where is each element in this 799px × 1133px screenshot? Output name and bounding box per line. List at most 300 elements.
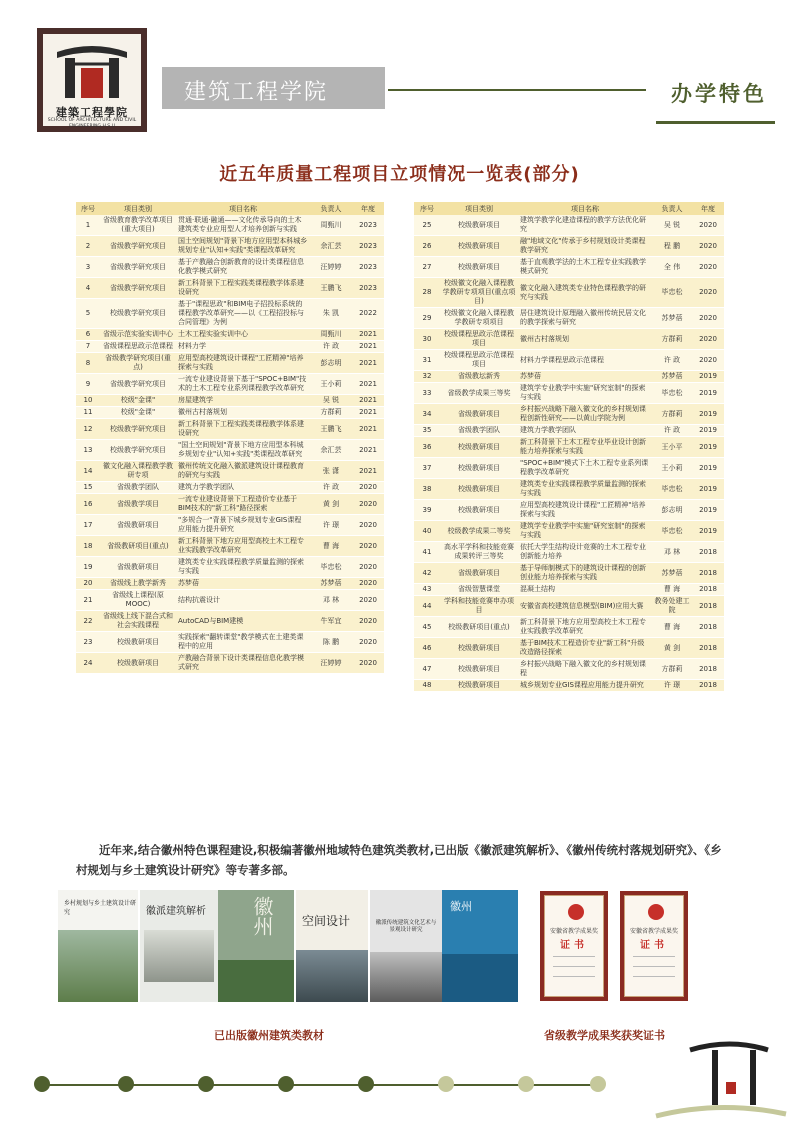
cell-leader: 余汇芸 [310, 440, 352, 461]
cell-year: 2021 [352, 341, 384, 353]
cell-category: 校级教研项目(重点) [440, 617, 518, 638]
cell-project-name: 结构抗震设计 [176, 590, 310, 611]
col-header-category: 项目类别 [440, 202, 518, 215]
cell-project-name: 乡村振兴战略下融入徽文化的乡村规划课程 [518, 659, 652, 680]
table-row [414, 617, 724, 638]
cell-leader: 苏梦蓓 [652, 308, 692, 329]
cell-category: 校级徽文化融入课程教学教研专项项目 [440, 308, 518, 329]
cell-index: 43 [414, 584, 440, 596]
cell-index: 39 [414, 500, 440, 521]
cell-project-name: 应用型高校建筑设计课程"工匠精神"培养探索与实践 [176, 353, 310, 374]
cell-index: 24 [76, 653, 100, 674]
table-row [414, 584, 724, 596]
table-row [76, 395, 384, 407]
cell-project-name: 建筑学专业教学中实施"研究室制"的探索与实践 [518, 383, 652, 404]
cell-index: 30 [414, 329, 440, 350]
cell-year: 2019 [692, 404, 724, 425]
cell-index: 29 [414, 308, 440, 329]
cell-year: 2020 [692, 257, 724, 278]
cell-index: 14 [76, 461, 100, 482]
cell-project-name: 城乡规划专业GIS课程应用能力提升研究 [518, 680, 652, 692]
cell-leader: 许 政 [652, 350, 692, 371]
cell-index: 15 [76, 482, 100, 494]
cell-leader: 毕忠松 [652, 479, 692, 500]
cell-project-name: 建筑学教学化建造课程的教学方法优化研究 [518, 215, 652, 236]
section-title: 办学特色 [671, 82, 767, 106]
cell-leader: 苏梦蓓 [652, 371, 692, 383]
cell-category: 校级教学研究项目 [100, 440, 176, 461]
cell-leader: 曹 海 [652, 584, 692, 596]
cell-leader: 汪婷婷 [310, 653, 352, 674]
cell-index: 1 [76, 215, 100, 236]
cell-project-name: 新工科背景下工程实践类课程教学体系建设研究 [176, 419, 310, 440]
cell-year: 2019 [692, 371, 724, 383]
cell-leader: 方群莉 [652, 329, 692, 350]
cell-project-name: 新工科背景下地方应用型高校土木工程专业实践教学改革研究 [176, 536, 310, 557]
cell-index: 9 [76, 374, 100, 395]
cell-leader: 毕忠松 [310, 557, 352, 578]
book-title: 乡村规划与乡土建筑设计研究 [64, 900, 137, 916]
table-row [414, 638, 724, 659]
cell-category: 校级教研项目 [100, 653, 176, 674]
cell-category: 省级教研项目 [100, 515, 176, 536]
cell-year: 2018 [692, 659, 724, 680]
cell-project-name: 建筑力学教学团队 [518, 425, 652, 437]
cell-year: 2020 [352, 494, 384, 515]
gate-sketch-icon [650, 1020, 790, 1120]
cell-category: 校级教研项目 [440, 638, 518, 659]
cell-year: 2019 [692, 437, 724, 458]
cell-year: 2018 [692, 563, 724, 584]
cell-leader: 许 政 [310, 482, 352, 494]
textbook-paragraph: 近年来,结合徽州特色课程建设,积极编著徽州地域特色建筑类教材,已出版《徽派建筑解析》、《徽州传统村落规划研究》、《乡村规划与乡土建筑设计研究》等专著多部。 [76, 843, 722, 877]
cell-category: 学科和技能竞赛申办项目 [440, 596, 518, 617]
cell-category: 校级徽文化融入课程教学教研专项项目(重点项目) [440, 278, 518, 308]
cell-index: 20 [76, 578, 100, 590]
table-row [414, 329, 724, 350]
cell-project-name: 材料力学课程思政示范课程 [518, 350, 652, 371]
table-row [76, 557, 384, 578]
certificate-line [633, 976, 675, 977]
cell-index: 27 [414, 257, 440, 278]
school-name: 建筑工程学院 [184, 80, 329, 105]
cell-leader: 邓 林 [652, 542, 692, 563]
cell-index: 12 [76, 419, 100, 440]
cell-leader: 彭志明 [310, 353, 352, 374]
table-row [414, 215, 724, 236]
cell-year: 2018 [692, 596, 724, 617]
cell-index: 3 [76, 257, 100, 278]
cell-category: 校级教研项目 [440, 458, 518, 479]
cell-leader: 朱 凯 [310, 299, 352, 329]
cell-category: 校级课程思政示范课程项目 [440, 350, 518, 371]
cell-category: 校级教研项目 [440, 500, 518, 521]
cell-leader: 全 伟 [652, 257, 692, 278]
cell-project-name: 徽州古村落规划 [518, 329, 652, 350]
book-cover-4 [296, 890, 368, 1002]
book-title: 徽州 [450, 900, 472, 913]
cell-index: 47 [414, 659, 440, 680]
cell-project-name: 居住建筑设计原理融入徽州传统民居文化的教学探索与研究 [518, 308, 652, 329]
table-row [414, 278, 724, 308]
cell-index: 41 [414, 542, 440, 563]
cell-year: 2023 [352, 215, 384, 236]
book-cover-1 [58, 890, 138, 1002]
certificate-line [553, 966, 595, 967]
cell-category: 校级教研项目 [440, 215, 518, 236]
cell-category: 省级教学团队 [100, 482, 176, 494]
cell-project-name: 混凝土结构 [518, 584, 652, 596]
book-cover-6 [442, 890, 518, 1002]
cell-leader: 牛军宜 [310, 611, 352, 632]
cell-year: 2021 [352, 461, 384, 482]
cell-year: 2020 [352, 515, 384, 536]
table-row [76, 353, 384, 374]
timeline-dot [438, 1076, 454, 1092]
cell-leader: 许 政 [652, 425, 692, 437]
cell-leader: 余汇芸 [310, 236, 352, 257]
cell-index: 34 [414, 404, 440, 425]
cell-project-name: 新工科背景下土木工程专业毕业设计创新能力培养探索与实践 [518, 437, 652, 458]
table-row [76, 440, 384, 461]
cell-category: 省级教研项目 [440, 563, 518, 584]
projects-table-right [414, 202, 724, 692]
cell-category: 省级线上教学新秀 [100, 578, 176, 590]
cell-category: 省级线上线下混合式和社会实践课程 [100, 611, 176, 632]
cell-project-name: 房屋建筑学 [176, 395, 310, 407]
cell-leader: 许 璟 [652, 680, 692, 692]
architecture-image [370, 952, 442, 1002]
cell-year: 2018 [692, 542, 724, 563]
cell-category: 校级教研项目 [440, 479, 518, 500]
cell-index: 32 [414, 371, 440, 383]
table-row [76, 653, 384, 674]
cell-project-name: 苏梦蓓 [176, 578, 310, 590]
cell-project-name: 一流专业建设背景下工程造价专业基于BIM技术的"新工科"路径探索 [176, 494, 310, 515]
table-row [76, 257, 384, 278]
cell-index: 46 [414, 638, 440, 659]
cell-leader: 毕忠松 [652, 278, 692, 308]
cell-leader: 曹 海 [310, 536, 352, 557]
book-title: 空间设计 [302, 914, 351, 928]
cell-leader: 许 璟 [310, 515, 352, 536]
table-row [76, 482, 384, 494]
cell-project-name: 安徽省高校建筑信息模型(BIM)应用大赛 [518, 596, 652, 617]
col-header-category: 项目类别 [100, 202, 176, 215]
table-row [414, 308, 724, 329]
cell-year: 2021 [352, 419, 384, 440]
table-row [414, 437, 724, 458]
cell-category: 省级教学团队 [440, 425, 518, 437]
cell-year: 2019 [692, 458, 724, 479]
book-cover-3 [218, 890, 294, 1002]
cell-year: 2018 [692, 617, 724, 638]
table-row [76, 536, 384, 557]
table-row [414, 521, 724, 542]
cell-category: 省级教学研究项目 [100, 257, 176, 278]
cell-year: 2020 [352, 590, 384, 611]
cell-year: 2020 [352, 611, 384, 632]
table-row [76, 611, 384, 632]
school-logo [37, 28, 147, 132]
table-row [414, 350, 724, 371]
cell-year: 2021 [352, 440, 384, 461]
cell-category: 校级教研项目 [440, 437, 518, 458]
cell-index: 5 [76, 299, 100, 329]
cell-project-name: 产教融合背景下设计类课程信息化教学模式研究 [176, 653, 310, 674]
cell-leader: 王小平 [652, 437, 692, 458]
timeline-dot [34, 1076, 50, 1092]
cell-year: 2023 [352, 278, 384, 299]
table-row [414, 425, 724, 437]
table-row [76, 278, 384, 299]
table-row [76, 341, 384, 353]
cover-photo [442, 954, 518, 1002]
cell-category: 校级教研项目 [440, 680, 518, 692]
cell-project-name: 徽州古村落规划 [176, 407, 310, 419]
cell-index: 11 [76, 407, 100, 419]
cell-year: 2020 [692, 215, 724, 236]
cell-category: 徽文化融入课程教学教研专项 [100, 461, 176, 482]
cell-project-name: 建筑力学教学团队 [176, 482, 310, 494]
cell-leader: 王鹏飞 [310, 278, 352, 299]
cell-project-name: AutoCAD与BIM建模 [176, 611, 310, 632]
cell-category: 省级线上课程(原MOOC) [100, 590, 176, 611]
cell-index: 25 [414, 215, 440, 236]
cell-leader: 毕忠松 [652, 521, 692, 542]
col-header-index: 序号 [76, 202, 100, 215]
certificate-header: 安徽省教学成果奖 [629, 928, 678, 935]
cell-project-name: 基于"课程思政"和BIM电子招投标系统的课程教学改革研究——以《工程招投标与合同管理》为例 [176, 299, 310, 329]
cell-index: 38 [414, 479, 440, 500]
cell-leader: 王小莉 [310, 374, 352, 395]
table-row [414, 500, 724, 521]
cell-category: 校级教学成果二等奖 [440, 521, 518, 542]
cell-year: 2020 [352, 632, 384, 653]
table-row [414, 563, 724, 584]
cell-project-name: 实践探索"翻转课堂"教学模式在土建类课程中的应用 [176, 632, 310, 653]
cell-index: 42 [414, 563, 440, 584]
cell-index: 31 [414, 350, 440, 371]
cell-leader: 许 政 [310, 341, 352, 353]
cell-project-name: 新工科背景下工程实践类课程教学体系建设研究 [176, 278, 310, 299]
cell-year: 2018 [692, 584, 724, 596]
cell-index: 28 [414, 278, 440, 308]
logo-english-text: SCHOOL OF ARCHITECTURE AND CIVIL ENGINEERING H.S.U [47, 118, 137, 129]
table-row [76, 236, 384, 257]
cell-year: 2019 [692, 383, 724, 404]
cell-category: 校级课程思政示范课程项目 [440, 329, 518, 350]
cell-index: 18 [76, 536, 100, 557]
cell-index: 19 [76, 557, 100, 578]
cell-year: 2020 [692, 350, 724, 371]
table-row [414, 371, 724, 383]
cell-leader: 吴 锐 [652, 215, 692, 236]
timeline-dot [518, 1076, 534, 1092]
table-row [414, 596, 724, 617]
cell-project-name: 苏梦蓓 [518, 371, 652, 383]
cell-project-name: 融"地域文化"传承于乡村规划设计类课程教学研究 [518, 236, 652, 257]
cell-year: 2023 [352, 257, 384, 278]
cell-index: 35 [414, 425, 440, 437]
cell-year: 2020 [692, 236, 724, 257]
col-header-project-name: 项目名称 [176, 202, 310, 215]
cell-category: 省级教学项目 [100, 494, 176, 515]
table-row [414, 383, 724, 404]
cell-year: 2020 [352, 536, 384, 557]
section-underline [656, 121, 775, 124]
table-row [76, 407, 384, 419]
cell-index: 26 [414, 236, 440, 257]
cell-category: 校级教研项目 [100, 632, 176, 653]
cell-project-name: 基于导师制模式下的建筑设计课程的创新创业能力培养探索与实践 [518, 563, 652, 584]
village-image [218, 960, 294, 1002]
cell-category: 省级教学研究项目 [100, 278, 176, 299]
cell-year: 2020 [692, 329, 724, 350]
certificate-line [633, 966, 675, 967]
cell-index: 10 [76, 395, 100, 407]
cell-category: 校级教研项目 [440, 236, 518, 257]
cell-index: 8 [76, 353, 100, 374]
cell-category: 省级课程思政示范课程 [100, 341, 176, 353]
cell-year: 2020 [352, 653, 384, 674]
table-row [76, 299, 384, 329]
cell-category: 校级教研项目 [440, 659, 518, 680]
cell-index: 7 [76, 341, 100, 353]
cell-project-name: 基于BIM技术工程造价专业"新工科"升级改造路径探索 [518, 638, 652, 659]
cell-leader: 方群莉 [310, 407, 352, 419]
cell-index: 44 [414, 596, 440, 617]
cell-index: 22 [76, 611, 100, 632]
cell-year: 2021 [352, 395, 384, 407]
header-divider [388, 89, 646, 91]
page-title: 近五年质量工程项目立项情况一览表(部分) [219, 164, 580, 185]
certificate-line [633, 956, 675, 957]
cell-category: 校级教研项目 [440, 257, 518, 278]
table-row [414, 404, 724, 425]
cell-category: 省级智慧课堂 [440, 584, 518, 596]
cell-category: 校级教学研究项目 [100, 419, 176, 440]
cell-leader: 苏梦蓓 [652, 563, 692, 584]
cell-project-name: 徽州传统文化融入徽派建筑设计课程教育的研究与实践 [176, 461, 310, 482]
cell-category: 省级教育教学改革项目(重大项目) [100, 215, 176, 236]
cell-year: 2020 [352, 557, 384, 578]
cell-project-name: 新工科背景下地方应用型高校土木工程专业实践教学改革研究 [518, 617, 652, 638]
cell-index: 16 [76, 494, 100, 515]
cell-leader: 教务处建工院 [652, 596, 692, 617]
cell-project-name: 建筑学专业教学中实施"研究室制"的探索与实践 [518, 521, 652, 542]
cell-year: 2019 [692, 479, 724, 500]
landscape-image [58, 930, 138, 1002]
table-row [76, 419, 384, 440]
timeline-dot [590, 1076, 606, 1092]
cell-category: 校级"金课" [100, 407, 176, 419]
cell-project-name: 依托大学生结构设计竞赛的土木工程专业创新能力培养 [518, 542, 652, 563]
cell-category: 省级教学研究项目 [100, 374, 176, 395]
cell-category: 省级示范实验实训中心 [100, 329, 176, 341]
book-title: 徽州 [250, 896, 274, 936]
table-row [414, 659, 724, 680]
cell-index: 23 [76, 632, 100, 653]
cell-year: 2020 [352, 482, 384, 494]
cell-leader: 张 潇 [310, 461, 352, 482]
cell-project-name: 建筑类专业实践课程教学质量监测的探索与实践 [518, 479, 652, 500]
table-row [414, 236, 724, 257]
cell-leader: 彭志明 [652, 500, 692, 521]
table-row [76, 590, 384, 611]
cell-category: 省级教研项目(重点) [100, 536, 176, 557]
table-row [76, 632, 384, 653]
cell-year: 2021 [352, 353, 384, 374]
cell-leader: 毕忠松 [652, 383, 692, 404]
cell-project-name: 贯通·联通·融通——文化传承导向的土木建筑类专业应用型人才培养创新与实践 [176, 215, 310, 236]
table-row [414, 542, 724, 563]
cell-index: 2 [76, 236, 100, 257]
cell-leader: 周甄川 [310, 215, 352, 236]
table-row [414, 479, 724, 500]
book-cover-5 [370, 890, 442, 1002]
cell-year: 2019 [692, 521, 724, 542]
cell-year: 2018 [692, 638, 724, 659]
table-header-row [414, 202, 724, 215]
cell-year: 2021 [352, 329, 384, 341]
cell-leader: 吴 锐 [310, 395, 352, 407]
table-header-row [76, 202, 384, 215]
cell-project-name: 乡村振兴战略下融入徽文化的乡村规划课程创新性研究——以黄山学院为例 [518, 404, 652, 425]
cell-project-name: "国土空间规划"背景下地方应用型本科城乡规划专业"认知+实践"类课程改革研究 [176, 440, 310, 461]
cell-project-name: "SPOC+BIM"模式下土木工程专业系列课程教学改革研究 [518, 458, 652, 479]
cell-project-name: 建筑类专业实践课程教学质量监测的探索与实践 [176, 557, 310, 578]
award-certificate-1 [540, 891, 608, 1001]
school-name-banner [162, 67, 385, 109]
award-certificate-2 [620, 891, 688, 1001]
cell-category: 省级教坛新秀 [440, 371, 518, 383]
certificate-word: 证书 [560, 940, 588, 951]
cell-leader: 方群莉 [652, 659, 692, 680]
cell-index: 40 [414, 521, 440, 542]
col-header-leader: 负责人 [310, 202, 352, 215]
cell-leader: 黄 剑 [310, 494, 352, 515]
cell-year: 2021 [352, 374, 384, 395]
cell-leader: 苏梦蓓 [310, 578, 352, 590]
cell-year: 2022 [352, 299, 384, 329]
cell-category: 省级教学成果三等奖 [440, 383, 518, 404]
cell-category: 省级教学研究项目(重点) [100, 353, 176, 374]
col-header-project-name: 项目名称 [518, 202, 652, 215]
cell-year: 2019 [692, 425, 724, 437]
cell-year: 2021 [352, 407, 384, 419]
table-row [414, 257, 724, 278]
building-image [296, 950, 368, 1002]
cell-project-name: 基于直观教学法的土木工程专业实践教学模式研究 [518, 257, 652, 278]
cell-project-name: 国土空间规划"背景下地方应用型本科城乡规划专业"认知+实践"类课程改革研究 [176, 236, 310, 257]
certificates-caption: 省级教学成果奖获奖证书 [544, 1029, 665, 1042]
col-header-leader: 负责人 [652, 202, 692, 215]
book-title: 徽派建筑解析 [146, 906, 206, 917]
cell-year: 2020 [692, 308, 724, 329]
table-row [76, 374, 384, 395]
table-row [76, 515, 384, 536]
books-caption: 已出版徽州建筑类教材 [214, 1029, 324, 1042]
table-row [76, 494, 384, 515]
book-cover-2 [140, 890, 218, 1002]
cell-year: 2018 [692, 680, 724, 692]
timeline-dot [278, 1076, 294, 1092]
cell-index: 36 [414, 437, 440, 458]
cell-leader: 曹 海 [652, 617, 692, 638]
cell-project-name: 基于产教融合创新教育的设计类课程信息化教学模式研究 [176, 257, 310, 278]
cell-index: 45 [414, 617, 440, 638]
